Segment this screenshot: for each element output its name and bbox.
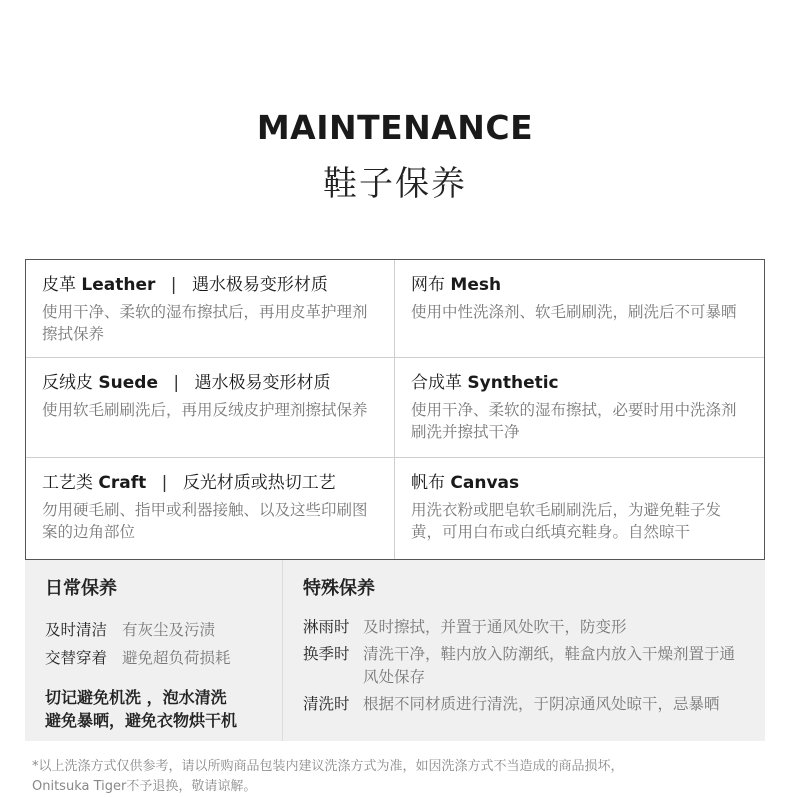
material-desc: 使用干净、柔软的湿布擦拭后，再用皮革护理剂擦拭保养: [42, 303, 368, 343]
daily-care-section: [25, 560, 283, 741]
material-cell-synthetic: [395, 358, 764, 458]
daily-care-title: 日常保养: [45, 578, 117, 599]
material-name-en: Synthetic: [467, 373, 559, 393]
material-note: 反光材质或热切工艺: [182, 473, 336, 493]
daily-care-warning-line: 切记避免机洗 ，泡水清洗: [45, 688, 227, 707]
disclaimer-line: *以上洗涤方式仅供参考，请以所购商品包装内建议洗涤方式为准，如因洗涤方式不当造成的商品损坏，: [32, 759, 624, 774]
material-name-cn: 网布: [411, 275, 445, 295]
special-care-key: 淋雨时: [303, 618, 350, 636]
special-care-key: 清洗时: [303, 695, 350, 713]
material-heading: [42, 273, 380, 297]
daily-care-row: [45, 644, 282, 672]
material-name-en: Suede: [98, 373, 158, 393]
material-heading: [411, 273, 750, 297]
material-name-en: Mesh: [450, 275, 502, 295]
material-cell-leather: [26, 260, 395, 358]
material-heading: [42, 471, 380, 495]
special-care-title: 特殊保养: [303, 578, 375, 599]
material-cell-craft: [26, 458, 395, 559]
material-name-cn: 合成革: [411, 373, 462, 393]
care-panel: [25, 560, 765, 741]
material-note: 遇水极易变形材质: [191, 275, 328, 295]
material-desc: 勿用硬毛刷、指甲或利器接触、以及这些印刷图案的边角部位: [42, 501, 368, 541]
material-desc: 使用软毛刷刷洗后，再用反绒皮护理剂擦拭保养: [42, 401, 368, 419]
daily-care-warning-line: 避免暴晒，避免衣物烘干机: [45, 711, 238, 730]
material-note: 遇水极易变形材质: [194, 373, 331, 393]
material-name-cn: 皮革: [42, 275, 76, 295]
material-heading: [42, 371, 380, 395]
daily-care-warning: [45, 686, 282, 732]
special-care-value: 及时擦拭，并置于通风处吹干，防变形: [363, 618, 627, 636]
special-care-key: 换季时: [303, 645, 350, 663]
disclaimer-line: Onitsuka Tiger不予退换，敬请谅解。: [32, 779, 257, 794]
daily-care-value: 避免超负荷损耗: [121, 649, 231, 667]
material-heading: [411, 371, 750, 395]
materials-table: [25, 259, 765, 560]
material-cell-canvas: [395, 458, 764, 559]
material-cell-suede: [26, 358, 395, 458]
material-name-cn: 帆布: [411, 473, 445, 493]
material-desc: 使用中性洗涤剂、软毛刷刷洗，刷洗后不可暴晒: [411, 303, 737, 321]
material-desc: 使用干净、柔软的湿布擦拭，必要时用中洗涤剂刷洗并擦拭干净: [411, 401, 737, 441]
page-title-en: MAINTENANCE: [256, 108, 534, 147]
daily-care-key: 及时清洁: [45, 621, 108, 639]
special-care-section: [283, 560, 765, 741]
special-care-row: [303, 616, 765, 639]
separator: |: [170, 275, 177, 295]
separator: |: [173, 373, 180, 393]
daily-care-value: 有灰尘及污渍: [121, 621, 215, 639]
special-care-row: [303, 643, 765, 689]
special-care-value: 根据不同材质进行清洗，于阴凉通风处晾干，忌暴晒: [363, 695, 720, 713]
disclaimer-footnote: [32, 757, 772, 797]
material-cell-mesh: [395, 260, 764, 358]
material-heading: [411, 471, 750, 495]
material-name-en: Canvas: [450, 473, 520, 493]
separator: |: [161, 473, 168, 493]
page-title-cn: 鞋子保养: [323, 164, 467, 204]
special-care-value: 清洗干净，鞋内放入防潮纸，鞋盒内放入干燥剂置于通风处保存: [363, 645, 736, 686]
material-name-en: Craft: [98, 473, 147, 493]
material-name-cn: 工艺类: [42, 473, 93, 493]
material-name-en: Leather: [81, 275, 156, 295]
material-desc: 用洗衣粉或肥皂软毛刷刷洗后，为避免鞋子发黄，可用白布或白纸填充鞋身。自然晾干: [411, 501, 722, 541]
special-care-row: [303, 693, 765, 716]
daily-care-row: [45, 616, 282, 644]
material-name-cn: 反绒皮: [42, 373, 93, 393]
daily-care-key: 交替穿着: [45, 649, 108, 667]
